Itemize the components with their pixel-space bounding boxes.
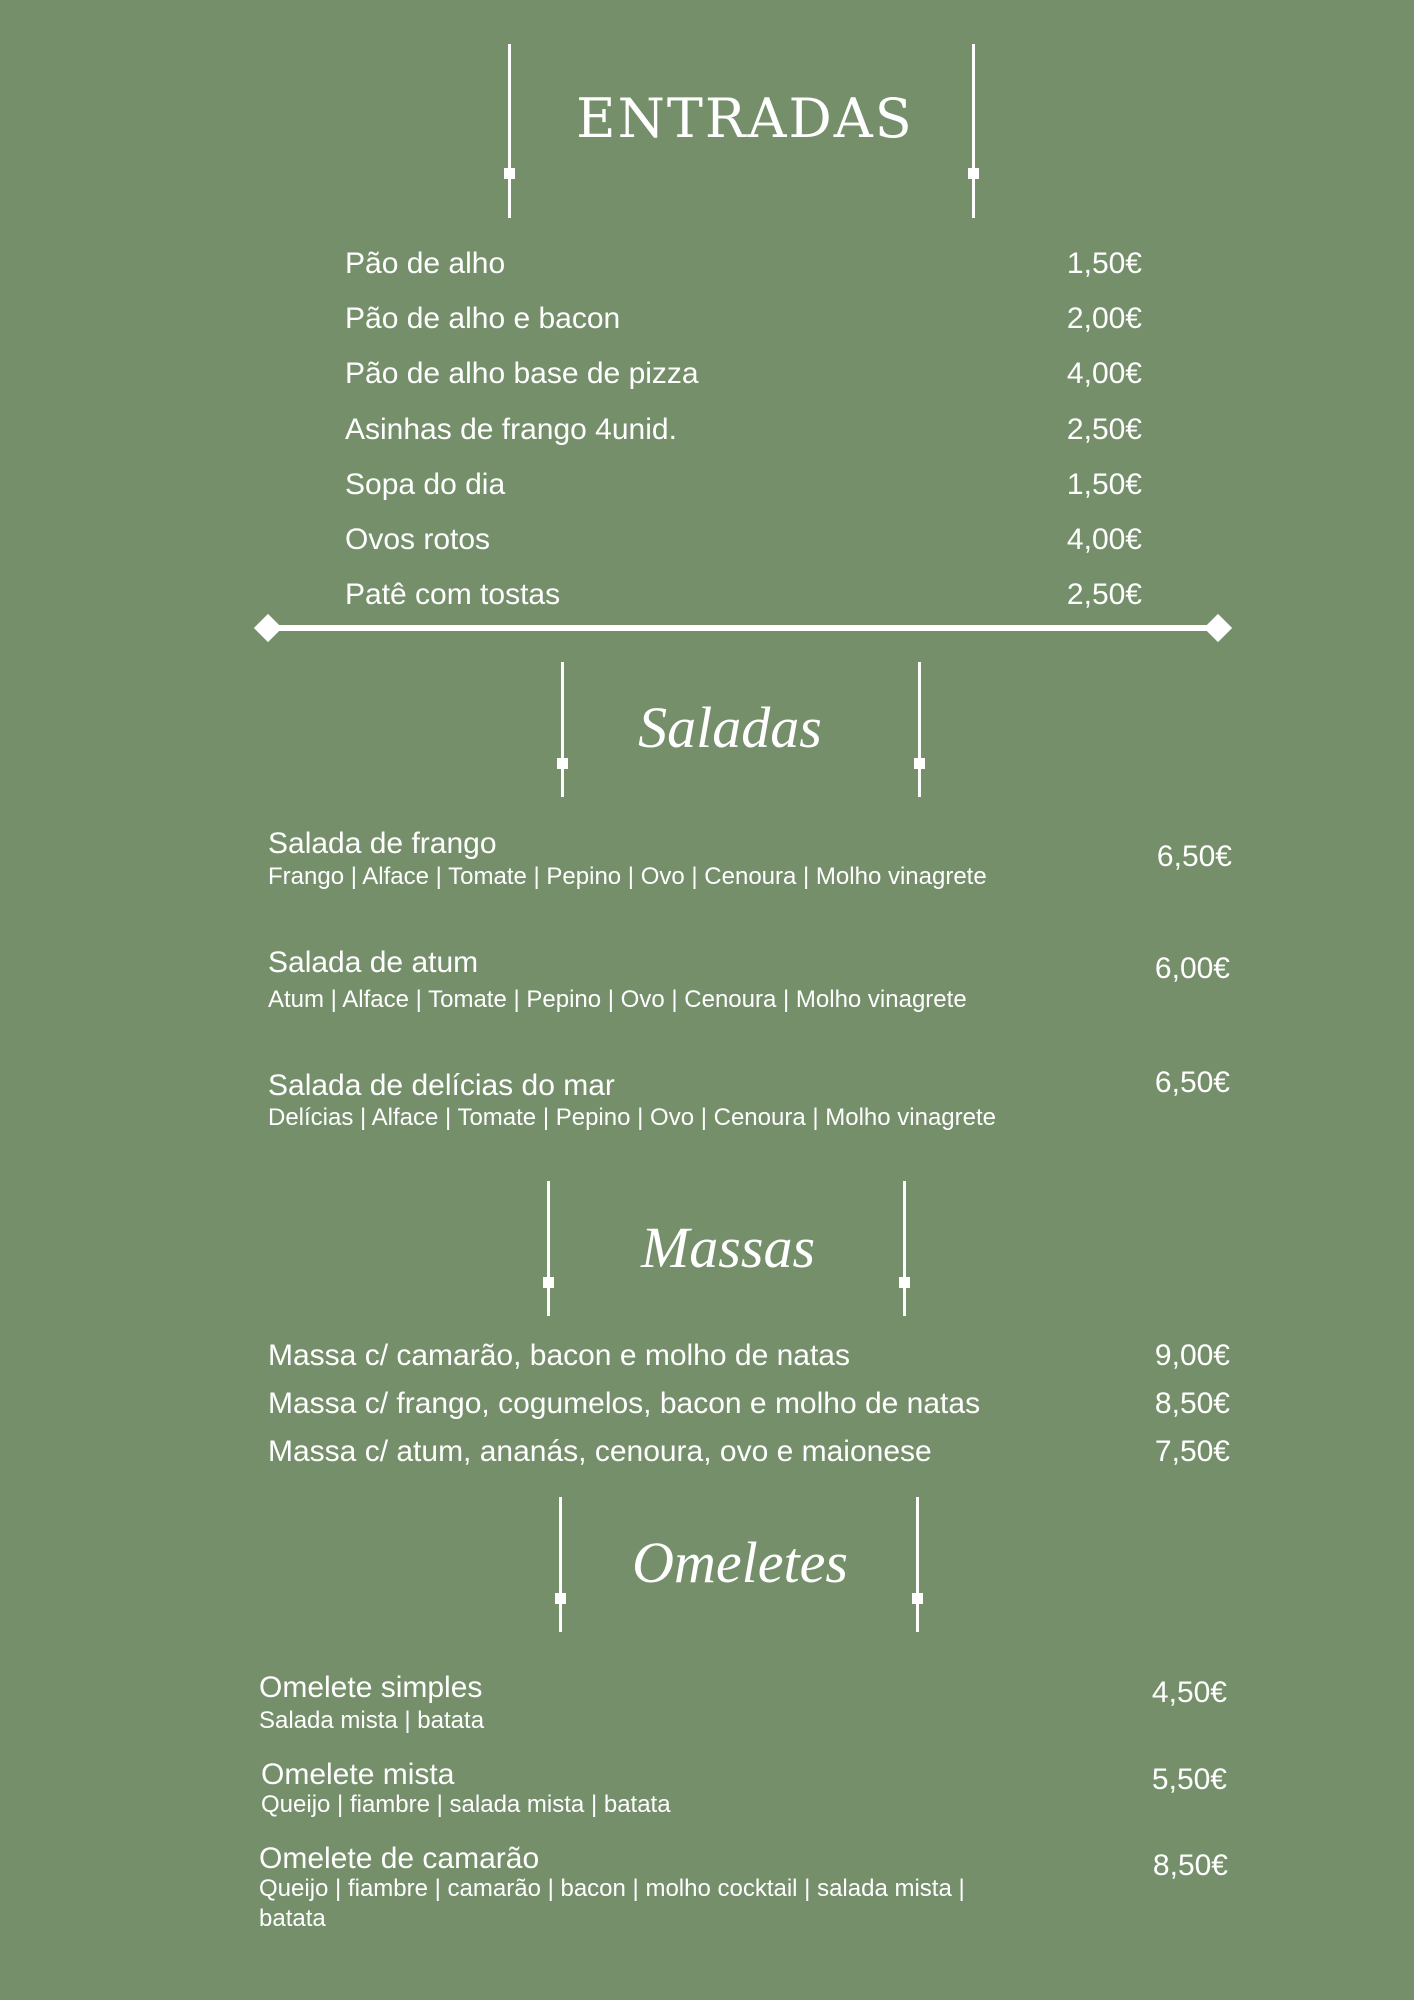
list-item: Massa c/ frango, cogumelos, bacon e molho de natas	[268, 1387, 981, 1420]
item-price: 6,00€	[1154, 952, 1230, 985]
list-item: Pão de alho base de pizza	[345, 357, 699, 390]
item-price: 1,50€	[1066, 247, 1142, 280]
omeletes-title: Omeletes	[632, 1530, 848, 1595]
list-item: Sopa do dia	[345, 468, 506, 501]
list-item: Pão de alho	[345, 247, 506, 280]
list-item: Omelete de camarão	[259, 1842, 540, 1875]
list-item: Salada de frango	[268, 827, 497, 860]
item-price: 2,50€	[1066, 413, 1142, 446]
saladas-right-rule	[918, 662, 921, 797]
massas-right-rule	[903, 1181, 906, 1316]
item-price: 4,00€	[1066, 357, 1142, 390]
list-item: Omelete simples	[259, 1671, 483, 1704]
list-item: Salada de delícias do mar	[268, 1069, 615, 1102]
item-description: Delícias | Alface | Tomate | Pepino | Ovo | Cenoura | Molho vinagrete	[268, 1104, 997, 1131]
item-price: 4,50€	[1151, 1676, 1227, 1709]
item-price: 8,50€	[1154, 1387, 1230, 1420]
list-item: Patê com tostas	[345, 578, 561, 611]
entradas-title: ENTRADAS	[576, 87, 914, 150]
list-item: Massa c/ camarão, bacon e molho de natas	[268, 1339, 850, 1372]
divider-diamond-right	[1204, 614, 1232, 642]
list-item: Omelete mista	[261, 1758, 455, 1791]
list-item: Salada de atum	[268, 946, 479, 979]
item-price: 6,50€	[1154, 1066, 1230, 1099]
list-item: Massa c/ atum, ananás, cenoura, ovo e maionese	[268, 1435, 932, 1468]
entradas-left-rule	[508, 44, 511, 218]
item-price: 7,50€	[1154, 1435, 1230, 1468]
item-price: 5,50€	[1151, 1763, 1227, 1796]
massas-left-rule	[547, 1181, 550, 1316]
omeletes-left-rule	[559, 1497, 562, 1632]
saladas-title: Saladas	[638, 695, 822, 760]
item-price: 6,50€	[1156, 840, 1232, 873]
saladas-left-rule	[561, 662, 564, 797]
item-price: 2,50€	[1066, 578, 1142, 611]
divider-diamond-left	[254, 614, 282, 642]
entradas-right-rule	[972, 44, 975, 218]
list-item: Asinhas de frango 4unid.	[345, 413, 677, 446]
section-divider	[262, 625, 1222, 631]
item-description: Queijo | fiambre | salada mista | batata	[261, 1791, 671, 1818]
item-description: Queijo | fiambre | camarão | bacon | molho cocktail | salada mista | batata	[259, 1875, 965, 1932]
item-description: Atum | Alface | Tomate | Pepino | Ovo | Cenoura | Molho vinagrete	[268, 986, 967, 1013]
item-price: 2,00€	[1066, 302, 1142, 335]
item-description: Salada mista | batata	[259, 1707, 485, 1734]
item-price: 1,50€	[1066, 468, 1142, 501]
massas-title: Massas	[640, 1215, 816, 1280]
item-price: 8,50€	[1152, 1849, 1228, 1882]
list-item: Pão de alho e bacon	[345, 302, 621, 335]
omeletes-right-rule	[916, 1497, 919, 1632]
item-price: 4,00€	[1066, 523, 1142, 556]
list-item: Ovos rotos	[345, 523, 491, 556]
item-price: 9,00€	[1154, 1339, 1230, 1372]
item-description: Frango | Alface | Tomate | Pepino | Ovo | Cenoura | Molho vinagrete	[268, 863, 987, 890]
